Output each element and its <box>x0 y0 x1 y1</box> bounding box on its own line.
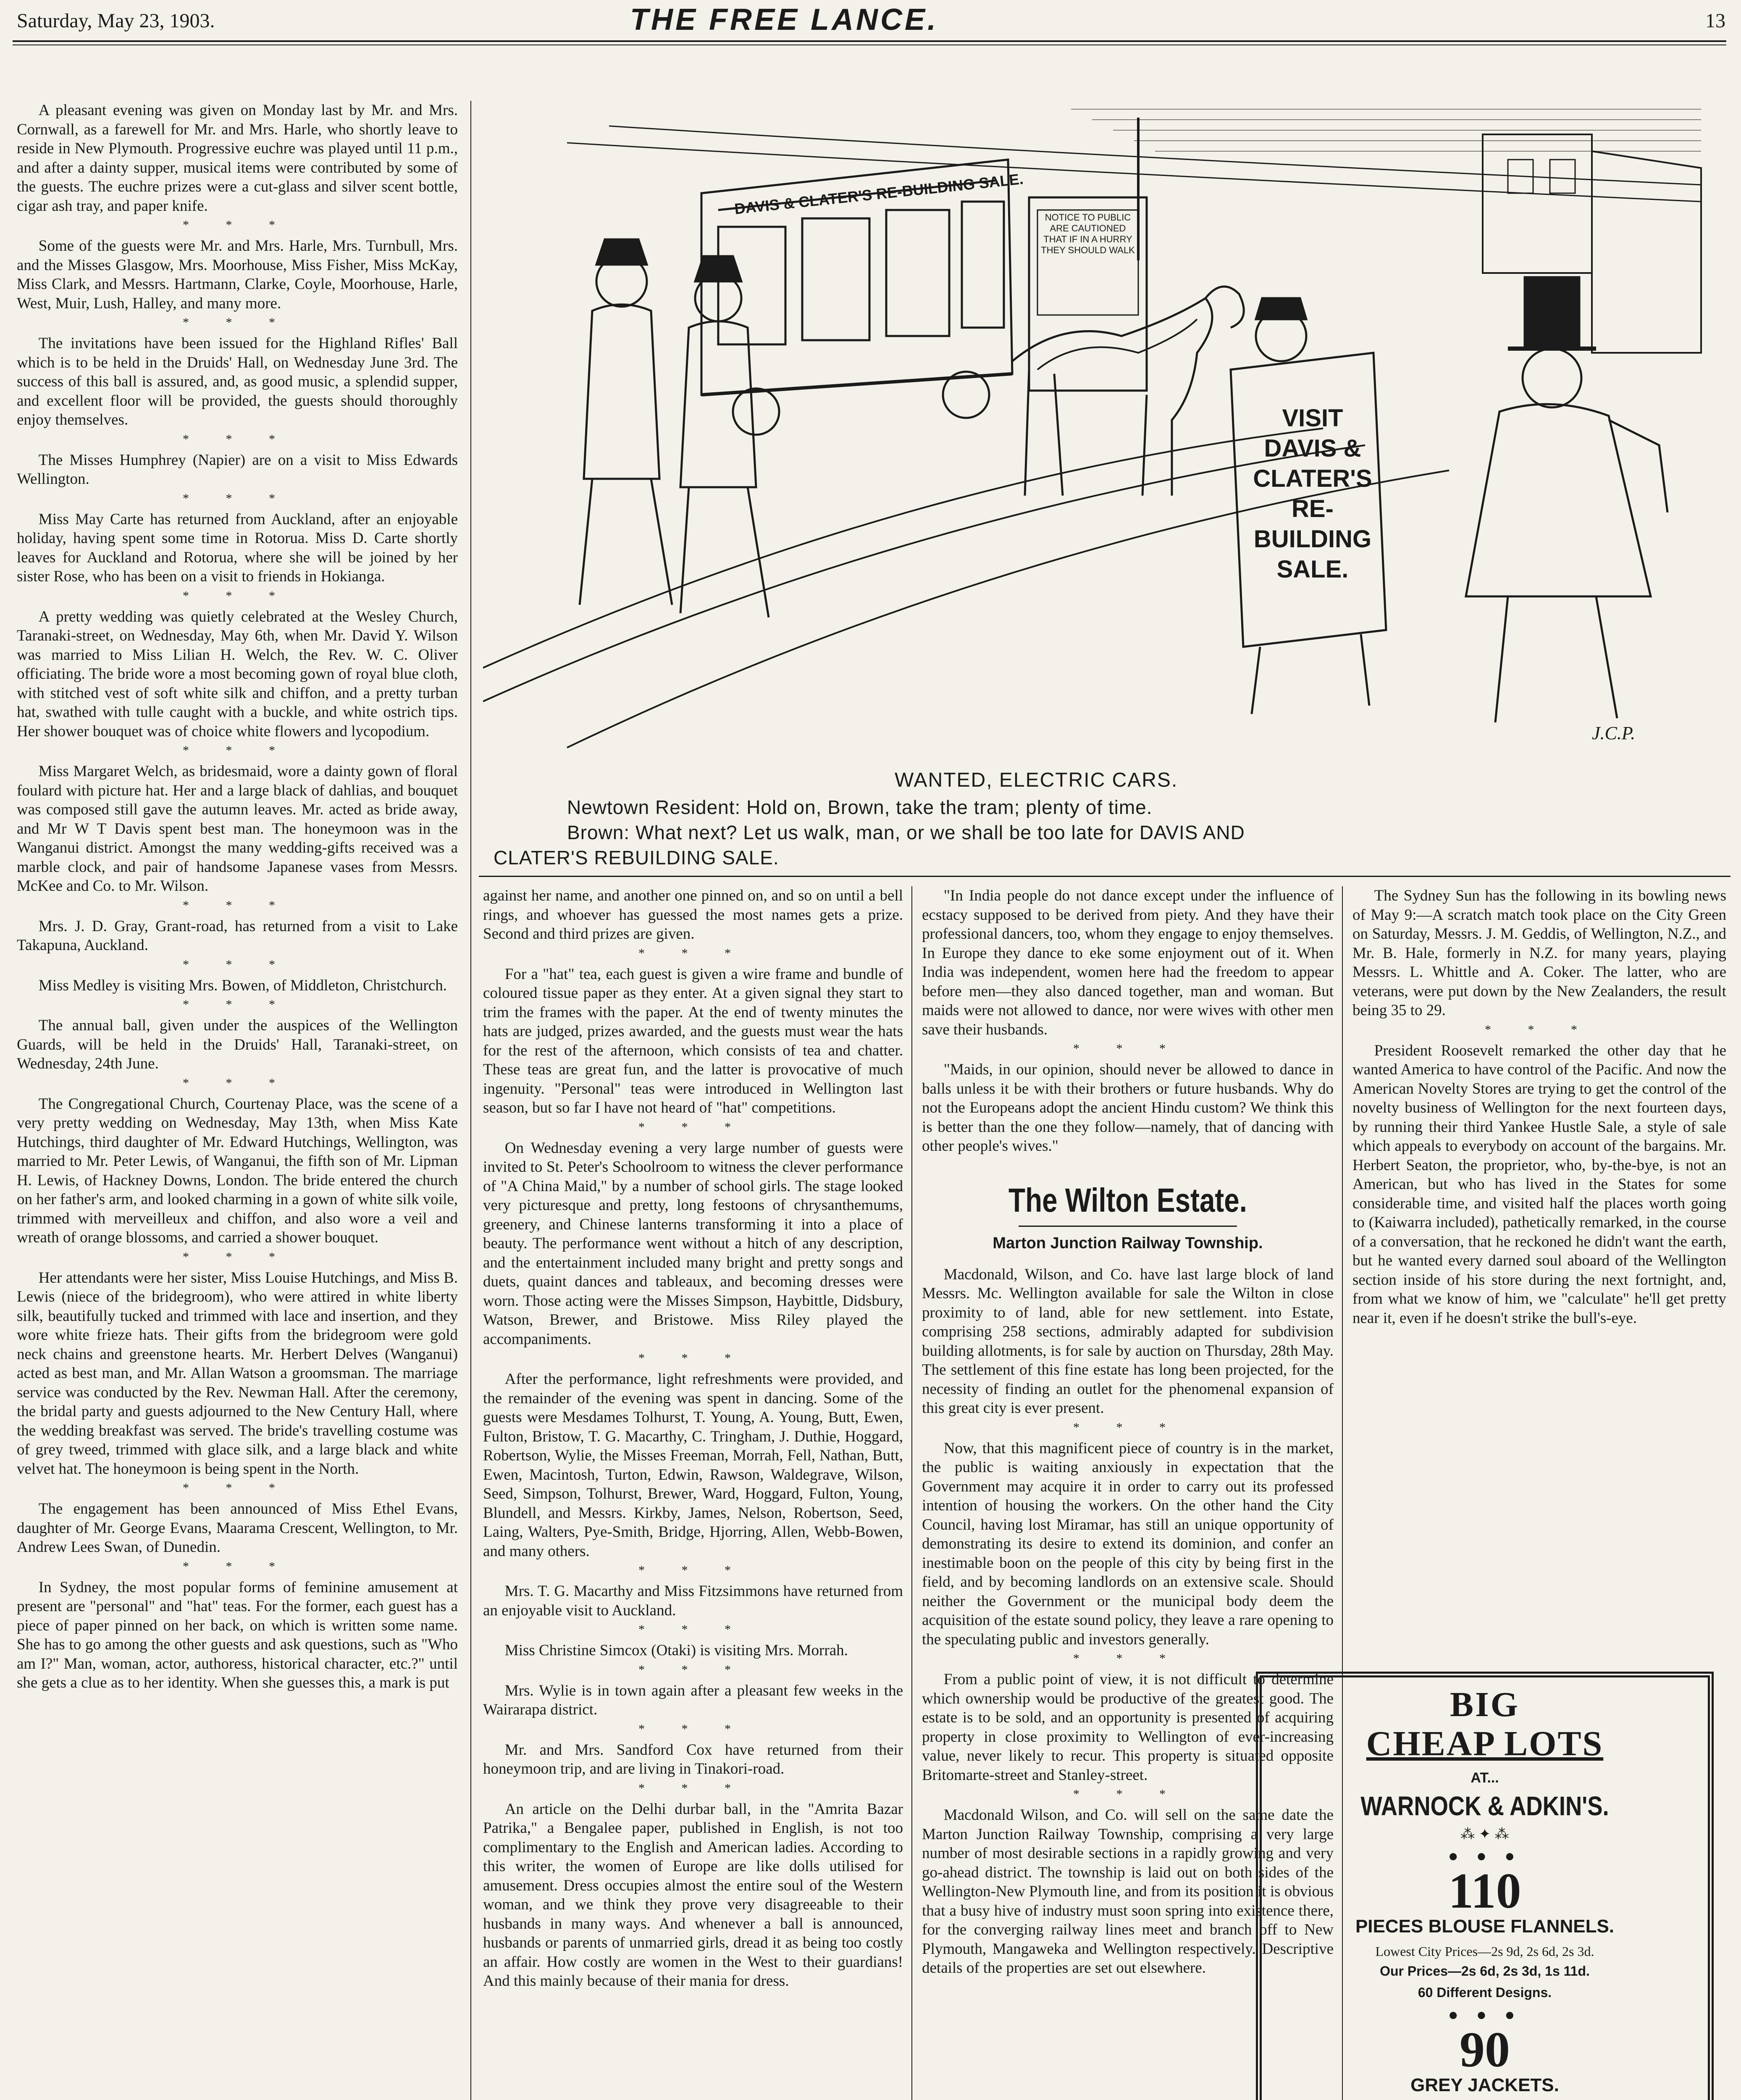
article-paragraph: On Wednesday evening a very large number of guests were invited to St. Peter's Schoolroom to witness the clever performance of "A China Maid," by a number of school girls. The stage looked very picturesque and pretty, long festoons of chrysanthemums, greenery, and Chinese lanterns transforming it into a place of beauty. The performance went without a hitch of any description, and the entertainment included many bright and pretty songs and duets, quaint dances and tableaux, and becoming dresses were worn. Those acting were the Misses Simpson, Haybittle, Didsbury, Watson, Brewer, and Bristowe. Miss Riley played the accompaniments. <box>483 1139 903 1348</box>
article-paragraph: Miss May Carte has returned from Auckland, after an enjoyable holiday, having spent some time in Rotorua. Miss D. Carte shortly leaves for Auckland and Rotorua, where she will be joined by her sister Rose, who has been on a visit to friends in Hokianga. <box>17 510 458 585</box>
ad-designs: 60 Different Designs. <box>1418 1985 1552 2000</box>
ad-bullets: ● ● ● <box>1448 1847 1522 1865</box>
ad-bullets: ● ● ● <box>1448 2006 1522 2024</box>
ad-number-110: 110 <box>1448 1863 1521 1919</box>
article-paragraph: Mr. and Mrs. Sandford Cox have returned from their honeymoon trip, and are living in Tinakori-road. <box>483 1741 903 1777</box>
separator-stars: * * * <box>183 898 292 912</box>
separator-stars: * * * <box>183 1076 292 1090</box>
ad-item-blouse-flannels: PIECES BLOUSE FLANNELS. <box>1355 1916 1615 1937</box>
article-paragraph: Some of the guests were Mr. and Mrs. Harle, Mrs. Turnbull, Mrs. and the Misses Glasgow, Mrs. Moorhouse, Miss Fisher, Miss McKay, Miss Clark, and Messrs. Hartmann, Clarke, Coyle, Moorhouse, Harle, West, Muir, Lush, Halley, and many more. <box>17 237 458 312</box>
separator-stars: * * * <box>638 1622 748 1636</box>
separator-stars: * * * <box>638 1120 748 1134</box>
ad-number-90: 90 <box>1460 2021 1510 2077</box>
article-paragraph: The engagement has been announced of Miss Ethel Evans, daughter of Mr. George Evans, Maarama Crescent, Wellington, to Mr. Andrew Lees Swan, of Dunedin. <box>17 1500 458 1556</box>
separator-stars: * * * <box>638 946 748 960</box>
article-paragraph: Mrs. Wylie is in town again after a pleasant few weeks in the Wairarapa district. <box>483 1682 903 1718</box>
article-paragraph: The annual ball, given under the auspices of the Wellington Guards, will be held in the Druids' Hall, Taranaki-street, on Wednesday, 24th June. <box>17 1017 458 1072</box>
wilton-estate-title: The Wilton Estate. <box>1008 1181 1247 1219</box>
tram-banner: DAVIS & CLATER'S RE-BUILDING SALE. <box>733 170 1024 218</box>
separator-stars: * * * <box>1073 1651 1182 1665</box>
separator-stars: * * * <box>183 432 292 446</box>
article-paragraph: Miss Christine Simcox (Otaki) is visiting Mrs. Morrah. <box>504 1642 848 1659</box>
warnock-adkin-advertisement <box>1256 1672 1714 2100</box>
article-paragraph: Macdonald Wilson, and Co. will sell on the same date the Marton Junction Railway Township, comprising a very large number of most desirable sections in a rapidly growing and very go-ahead district. The township is laid out on both sides of the Wellington-New Plymouth line, and from its position it is obvious that a busy hive of industry must soon spring into existence there, for the converging railway lines meet and branch off to New Plymouth, Mangaweka and Wellington respectively. Descriptive details of the properties are set out elsewhere. <box>922 1806 1334 1977</box>
article-paragraph: Mrs. T. G. Macarthy and Miss Fitzsimmons have returned from an enjoyable visit to Auckland. <box>483 1583 903 1619</box>
title-rule <box>1019 1226 1237 1227</box>
cartoon-bottom-rule <box>479 876 1730 877</box>
article-paragraph: Macdonald, Wilson, and Co. have last large block of land Messrs. Mc. Wellington available for sale the Wilton in close proximity to of land, able for new settlement. into Estate, comprising 258 sections, admirably adapted for subdivision building allotments, is for sale by auction on Thursday, 28th May. The settlement of this fine estate has long been projected, for the necessity of finding an outlet for the phenomenal expansion of this great city is ever present. <box>922 1265 1334 1417</box>
article-paragraph: "Maids, in our opinion, should never be allowed to dance in balls unless it be with their brothers or future husbands. Why do not the Europeans adopt the ancient Hindu custom? We think this is better than the one they follow—namely, that of dancing with other people's wives." <box>922 1061 1334 1155</box>
column-1 <box>17 101 458 1693</box>
ad-store-name: WARNOCK & ADKIN'S. <box>1360 1791 1609 1821</box>
column-4 <box>1352 886 1726 1328</box>
article-paragraph: Miss Medley is visiting Mrs. Bowen, of Middleton, Christchurch. <box>38 976 447 994</box>
separator-stars: * * * <box>638 1781 748 1795</box>
cartoon-caption-line: Brown: What next? Let us walk, man, or we shall be too late for DAVIS AND <box>567 822 1245 843</box>
column-divider <box>470 101 471 2100</box>
separator-stars: * * * <box>183 1250 292 1264</box>
separator-stars: * * * <box>183 218 292 232</box>
article-paragraph: The Sydney Sun has the following in its bowling news of May 9:—A scratch match took place on the City Green on Saturday, Messrs. J. M. Geddis, of Wellington, N.Z., and Mr. B. Hale, formerly in N.Z. for many years, playing Messrs. L. Whittle and A. Coker. The latter, who are veterans, were put down by the New Zealanders, the result being 35 to 29. <box>1352 887 1726 1019</box>
article-paragraph: Now, that this magnificent piece of country is in the market, the public is waiting anxiously in expectation that the Government may acquire it in order to carry out its professed intention of housing the workers. On the other hand the City Council, having lost Miramar, has still an unique opportunity of demonstrating its desire to extend its dominion, and confer an inestimable boon on the people of this city by being first in the field, and by becoming landlords on an extensive scale. Should neither the Government or the municipal body deem the acquisition of the estate sound policy, they leave a rare opening to the speculating public and investors generally. <box>922 1439 1334 1648</box>
column-divider <box>911 886 912 2100</box>
separator-stars: * * * <box>183 491 292 505</box>
article-paragraph: against her name, and another one pinned on, and so on until a bell rings, and whoever has guessed the most names gets a prize. Second and third prizes are given. <box>483 887 903 942</box>
tram-notice: NOTICE TO PUBLIC ARE CAUTIONED THAT IF IN A HURRY THEY SHOULD WALK <box>1041 212 1135 255</box>
wilton-estate-subtitle: Marton Junction Railway Township. <box>993 1234 1263 1252</box>
article-paragraph: For a "hat" tea, each guest is given a wire frame and bundle of coloured tissue paper as they enter. At a given signal they start to trim the frames with the paper. At the end of twenty minutes the hats are judged, prizes awarded, and the guests must wear the hats for the rest of the afternoon, which consists of tea and chatter. These teas are great fun, and the latter is provocative of much ingenuity. "Personal" teas were introduced in Wellington last season, but so far I have not heard of "hat" competitions. <box>483 965 903 1116</box>
article-paragraph: The Congregational Church, Courtenay Place, was the scene of a very pretty wedding on Wednesday, May 13th, when Miss Kate Hutchings, third daughter of Mr. Edward Hutchings, Wellington, was married to Mr. Peter Lewis, of Wanganui, the fifth son of Mr. Lipman H. Lewis, of Hackney Downs, London. The bride entered the church on her father's arm, and looked charming in a gown of white silk voile, trimmed with merveilleux and chiffon, and also wore a veil and wreath of orange blossoms, and carried a shower bouquet. <box>17 1095 458 1246</box>
sandwich-board-sign: VISIT DAVIS & CLATER'S RE-BUILDING SALE. <box>1253 404 1372 583</box>
article-paragraph: From a public point of view, it is not difficult to determine which ownership would be productive of the greatest good. The estate is to be sold, and an opportunity is presented of acquiring property in close proximity to Wellington of ever-increasing value, never likely to recur. This property is situated opposite Britomarte-street and Stanley-street. <box>922 1671 1334 1784</box>
article-paragraph: After the performance, light refreshments were provided, and the remainder of the evening was spent in dancing. Some of the guests were Mesdames Tolhurst, T. Young, A. Young, Butt, Ewen, Fulton, Bristow, T. G. Macarthy, C. Tringham, J. Duthie, Hoggard, Robertson, Wylie, the Misses Freeman, Morrah, Fell, Nathan, Butt, Ewen, Macintosh, Turton, Edwin, Rawson, Waldegrave, Wilson, Seed, Simpson, Tolhurst, Brewer, Ward, Hoggard, Fulton, Young, Blundell, and Messrs. Kirkby, James, Nelson, Robertson, Seed, Laing, Walters, Pye-Smith, Bridge, Hjorring, Allen, Webb-Bowen, and many others. <box>483 1370 903 1560</box>
separator-stars: * * * <box>638 1662 748 1677</box>
article-paragraph: Mrs. J. D. Gray, Grant-road, has returned from a visit to Lake Takapuna, Auckland. <box>17 917 458 954</box>
cartoon-caption-line: CLATER'S REBUILDING SALE. <box>494 847 779 869</box>
header-rule <box>13 40 1726 42</box>
separator-stars: * * * <box>183 588 292 603</box>
ad-item-grey-jackets: GREY JACKETS. <box>1410 2075 1559 2095</box>
separator-stars: * * * <box>1485 1022 1594 1037</box>
separator-stars: * * * <box>183 743 292 757</box>
article-paragraph: Miss Margaret Welch, as bridesmaid, wore a dainty gown of floral foulard with picture hat. Her and a large black of dahlias, and bouquet was composed still gave the autumn leaves. Mr. acted as bride away, and Mr W T Davis spent best man. The honeymoon was in the Wanganui district. Amongst the many wedding-gifts received was a marble clock, and pair of handsome Japanese vases from Messrs. McKee and Co. to Mr. Wilson. <box>17 763 458 895</box>
ad-lowest-city-prices: Lowest City Prices—2s 9d, 2s 6d, 2s 3d. <box>1375 1944 1594 1959</box>
article-paragraph: The Misses Humphrey (Napier) are on a visit to Miss Edwards Wellington. <box>17 451 458 488</box>
ad-at: AT... <box>1471 1770 1499 1786</box>
separator-stars: * * * <box>1073 1787 1182 1801</box>
ad-headline-big: BIG <box>1450 1685 1520 1724</box>
article-paragraph: The invitations have been issued for the Highland Rifles' Ball which is to be held in the Druids' Hall, on Wednesday June 3rd. The success of this ball is assured, and, as good music, a splendid supper, and excellent floor will be provided, the guests should thoroughly enjoy themselves. <box>17 335 458 428</box>
separator-stars: * * * <box>183 315 292 329</box>
separator-stars: * * * <box>183 998 292 1011</box>
article-paragraph: President Roosevelt remarked the other day that he wanted America to have control of the Pacific. And now the American Novelty Stores are trying to get the control of the novelty business of Wellington for the next fourteen days, by running their third Yankee Hustle Sale, a style of sale which appeals to everybody on account of the bargains. Mr. Herbert Seaton, the proprietor, who, by-the-bye, is not an American, but who has lived in the States for some considerable time, and visited half the places worth going to (Kaiwarra included), pathetically remarked, in the course of a conversation, that he reckoned he didn't want the earth, but he wanted every darned soul aboard of the Wellington section inside of his store during the next fortnight, and, from what we know of him, we "calculate" he'll get pretty near it, even if he doesn't strike the bull's-eye. <box>1352 1042 1726 1327</box>
separator-stars: * * * <box>1073 1420 1182 1434</box>
article-paragraph: Her attendants were her sister, Miss Louise Hutchings, and Miss B. Lewis (niece of the bridegroom), who were attired in white liberty silk, beautifully tucked and trimmed with lace and insertion, and they wore white frieze hats. Their gifts from the bridegroom were gold neck chains and greenstone hearts. Mr. Herbert Delves (Wanganui) acted as best man, and Mr. Allan Watson a groomsman. The marriage service was conducted by the Rev. Newman Hall. After the ceremony, the bridal party and guests adjourned to the New Century Hall, where the wedding breakfast was served. The bride's travelling costume was of grey tweed, trimmed with glace silk, and a large black and white velvet hat. The honeymoon is being spent in the North. <box>17 1269 458 1478</box>
page-number: 13 <box>1705 10 1725 32</box>
separator-stars: * * * <box>638 1351 748 1365</box>
cartoon-caption-line: Newtown Resident: Hold on, Brown, take the tram; plenty of time. <box>567 796 1153 818</box>
column-2 <box>483 886 903 1991</box>
separator-stars: * * * <box>183 1559 292 1573</box>
separator-stars: * * * <box>638 1722 748 1736</box>
artist-signature: J.C.P. <box>1592 723 1636 743</box>
article-paragraph: In Sydney, the most popular forms of feminine amusement at present are "personal" and "hat" teas. For the former, each guest has a piece of paper pinned on her back, on which is written some name. She has to go among the other guests and ask questions, such as "Who am I?" Man, woman, actor, authoress, historical character, etc.?" until she gets a clue as to her identity. When she guesses this, a mark is put <box>17 1578 458 1691</box>
cartoon-illustration <box>483 101 1718 756</box>
cartoon-caption-title: WANTED, ELECTRIC CARS. <box>895 769 1178 791</box>
ad-our-prices: Our Prices—2s 6d, 2s 3d, 1s 11d. <box>1380 1964 1590 1979</box>
separator-stars: * * * <box>183 957 292 971</box>
article-paragraph: A pretty wedding was quietly celebrated at the Wesley Church, Taranaki-street, on Wednesday, May 6th, when Mr. David Y. Wilson was married to Miss Lilian H. Welch, the Rev. W. C. Oliver officiating. The bride wore a most becoming gown of royal blue cloth, with stitched vest of soft white silk and chiffon, and a pretty turban hat, swathed with tulle caught with a buckle, and white ostrich tips. Her shower bouquet was of choice white flowers and lycopodium. <box>17 608 458 740</box>
separator-stars: * * * <box>1073 1042 1182 1055</box>
masthead: THE FREE LANCE. <box>630 3 939 37</box>
article-paragraph: An article on the Delhi durbar ball, in the "Amrita Bazar Patrika," a Bengalee paper, published in English, is not too complimentary to the English and American ladies. According to this writer, the women of Europe are like dolls utilised for amusement. Dress occupies almost the entire soul of the Western woman, and we think they prove very disagreeable to their husbands in many ways. And whenever a ball is announced, husbands or parents of unmarried girls, dread it as being too costly an affair. How costly are women in the West to their guardians! And this mainly because of their mania for dress. <box>483 1800 903 1990</box>
article-paragraph: "In India people do not dance except under the influence of ecstacy supposed to be derived from piety. And they have their professional dancers, too, whom they engage to enjoy themselves. In Europe they dance to eke some enjoyment out of it. When India was independent, women here had the freedom to appear before men—they also danced together, man and woman. But maids were not allowed to dance, nor were wives with other men save their husbands. <box>922 887 1334 1038</box>
article-paragraph: A pleasant evening was given on Monday last by Mr. and Mrs. Cornwall, as a farewell for Mr. and Mrs. Harle, who shortly leave to reside in New Plymouth. Progressive euchre was played until 11 p.m., and after a dainty supper, musical items were contributed by some of the guests. The euchre prizes were a cut-glass and silver scent bottle, cigar ash tray, and paper knife. <box>17 102 458 215</box>
ad-ornament: ⁂ ✦ ⁂ <box>1460 1826 1509 1842</box>
ad-headline-cheap-lots: CHEAP LOTS <box>1366 1724 1604 1763</box>
header-date: Saturday, May 23, 1903. <box>17 10 215 32</box>
separator-stars: * * * <box>638 1563 748 1577</box>
separator-stars: * * * <box>183 1481 292 1495</box>
